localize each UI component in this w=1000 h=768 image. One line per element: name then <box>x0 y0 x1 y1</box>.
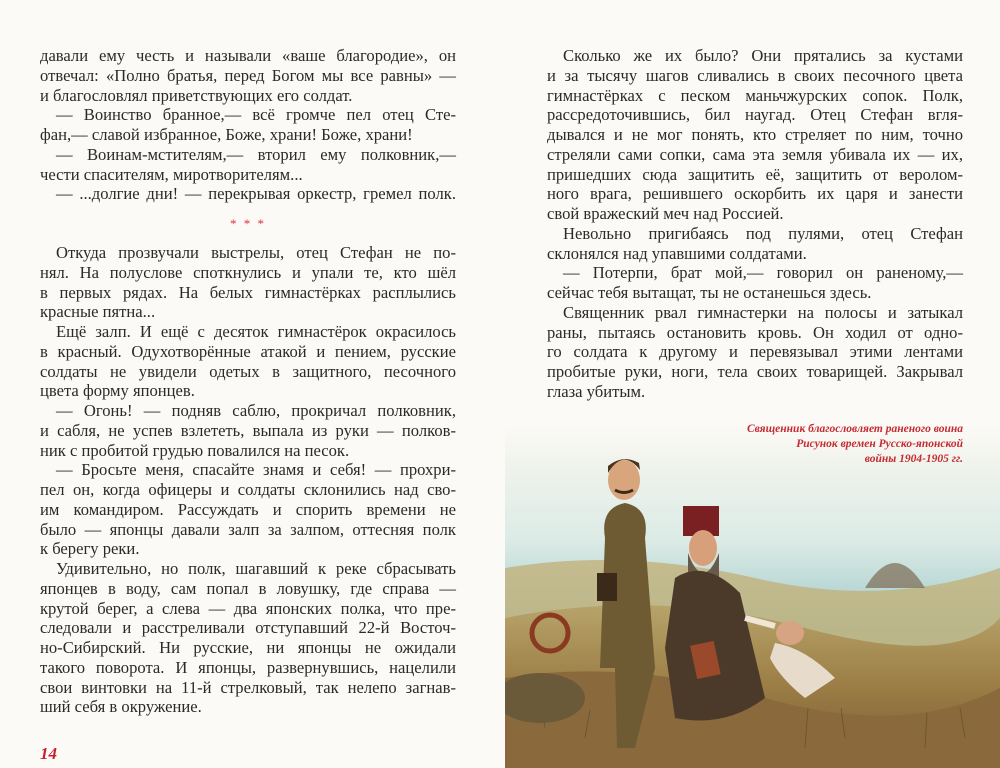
text-line: склонялся над упавшими солдатами. <box>547 243 807 263</box>
paragraph <box>40 105 456 145</box>
text-line: им командиром. Рассуждать и спорить времени не <box>40 499 456 519</box>
paragraph <box>40 243 456 322</box>
caption-line: Рисунок времен Русско-японской <box>796 438 963 450</box>
text-line: ного врага, решившего оскорбить их царя и занести <box>547 184 963 204</box>
text-line: ник с пробитой грудью повалился на песок. <box>40 440 350 460</box>
text-line: солдаты не увидели одетых в защитного, песочного <box>40 361 456 381</box>
text-line: следовали и расстреливали отступавший 22-й Восточ- <box>40 618 456 638</box>
text-line: нял. На полуслове споткнулись и упали те, кто шёл <box>40 262 456 282</box>
text-line: в первых рядах. На белых гимнастёрках расплылись <box>40 282 456 302</box>
text-line: сейчас тебя вытащат, ты не останешься здесь. <box>547 283 872 302</box>
painting-priest-blessing-wounded-soldier <box>505 418 1000 768</box>
text-line: крутой берег, а слева — два японских полка, что пре- <box>40 598 456 618</box>
text-line: — Потерпи, брат мой,— говорил он раненому,— <box>563 263 963 283</box>
page-number: 14 <box>40 744 57 763</box>
paragraph <box>40 460 456 559</box>
text-line: фан,— славой избранное, Боже, храни! Боже, храни! <box>40 125 413 144</box>
text-line: такого поворота. И японцы, развернувшись, нацелили <box>40 657 456 677</box>
text-line: чести спасителям, миротворителям... <box>40 164 303 184</box>
text-line: ший себя в окружение. <box>40 697 202 717</box>
text-line: давали ему честь и называли «ваше благородие», он <box>40 46 456 65</box>
text-line: было — японцы давали залп за залпом, оттесняя полк <box>40 519 456 539</box>
text-line: — Огонь! — подняв саблю, прокричал полковник, <box>56 401 456 420</box>
text-line: глаза убитым. <box>547 381 646 401</box>
left-column <box>40 46 456 717</box>
text-line: японцев в воду, сам попал в ловушку, где справа — <box>40 578 456 598</box>
text-line: свои винтовки на 11-й стрелковый, так нелепо загнав- <box>40 677 456 697</box>
paragraph <box>40 46 456 105</box>
text-line: отвечал: «Полно братья, перед Богом мы все равны» — <box>40 65 456 85</box>
paragraph <box>547 46 963 224</box>
text-line: свой вражеский меч над Россией. <box>547 204 784 223</box>
paragraph <box>40 145 456 185</box>
text-line: Священник рвал гимнастерки на полосы и затыкал <box>563 302 963 322</box>
paragraph <box>547 303 963 402</box>
text-line: но-Сибирский. Ни русские, ни японцы не ожидали <box>40 638 456 657</box>
text-line: — ...долгие дни! — перекрывая оркестр, гремел полк. <box>56 184 456 204</box>
caption-line: войны 1904-1905 гг. <box>864 453 963 465</box>
text-line: Откуда прозвучали выстрелы, отец Стефан не по- <box>56 243 456 262</box>
text-line: в красный. Одухотворённые атакой и пением, русские <box>40 341 456 361</box>
text-line: и за тысячу шагов сливались в своих песочного цвета <box>547 65 963 85</box>
text-line: — Бросьте меня, спасайте знамя и себя! — прохри- <box>56 460 456 480</box>
paragraph <box>40 322 456 401</box>
paragraph <box>547 224 963 264</box>
text-line: Сколько же их было? Они прятались за кустами <box>563 46 963 65</box>
paragraph <box>547 263 963 303</box>
text-line: пришедших сюда защитить её, защитить от веролом- <box>547 164 963 184</box>
text-line: цвета форму японцев. <box>40 381 195 401</box>
right-column <box>547 46 963 402</box>
text-line: дывался и не мог понять, кто стреляет по ним, точно <box>547 125 963 144</box>
text-line: и сабля, не успев взлететь, выпала из руки — полков- <box>40 420 456 440</box>
illustration <box>505 418 1000 768</box>
text-line: и благословлял приветствующих его солдат. <box>40 85 353 105</box>
text-line: пробитые руки, ноги, тела своих товарищей. Закрывал <box>547 362 963 381</box>
paragraph <box>40 401 456 460</box>
illustration-caption <box>747 422 963 467</box>
text-line: — Воинство бранное,— всё громче пел отец Сте- <box>56 105 456 125</box>
paragraph <box>40 559 456 717</box>
text-line: Невольно пригибаясь под пулями, отец Стефан <box>563 223 963 243</box>
text-line: го солдата к другому и перевязывал этими лентами <box>547 342 963 362</box>
text-line: стреляли сами сопки, сама эта земля убивала их — их, <box>547 144 963 164</box>
section-separator: * * * <box>230 216 266 231</box>
caption-line: Священник благословляет раненого воина <box>747 423 963 435</box>
text-line: Удивительно, но полк, шагавший к реке сбрасывать <box>56 559 456 578</box>
text-line: Ещё залп. И ещё с десяток гимнастёрок окрасилось <box>56 322 456 341</box>
text-line: раны, пытаясь остановить кровь. Он ходил от одно- <box>547 322 963 342</box>
text-line: рассредоточившись, бил наугад. Отец Стефан вгля- <box>547 105 963 125</box>
text-line: пел он, когда офицеры и солдаты склонились над сво- <box>40 480 456 499</box>
text-line: гимнастёрках с песком маньчжурских сопок. Полк, <box>547 85 963 105</box>
paragraph <box>40 184 456 204</box>
text-line: — Воинам-мстителям,— вторил ему полковник,— <box>56 144 456 164</box>
text-line: к берегу реки. <box>40 539 140 559</box>
text-line: красные пятна... <box>40 302 156 322</box>
